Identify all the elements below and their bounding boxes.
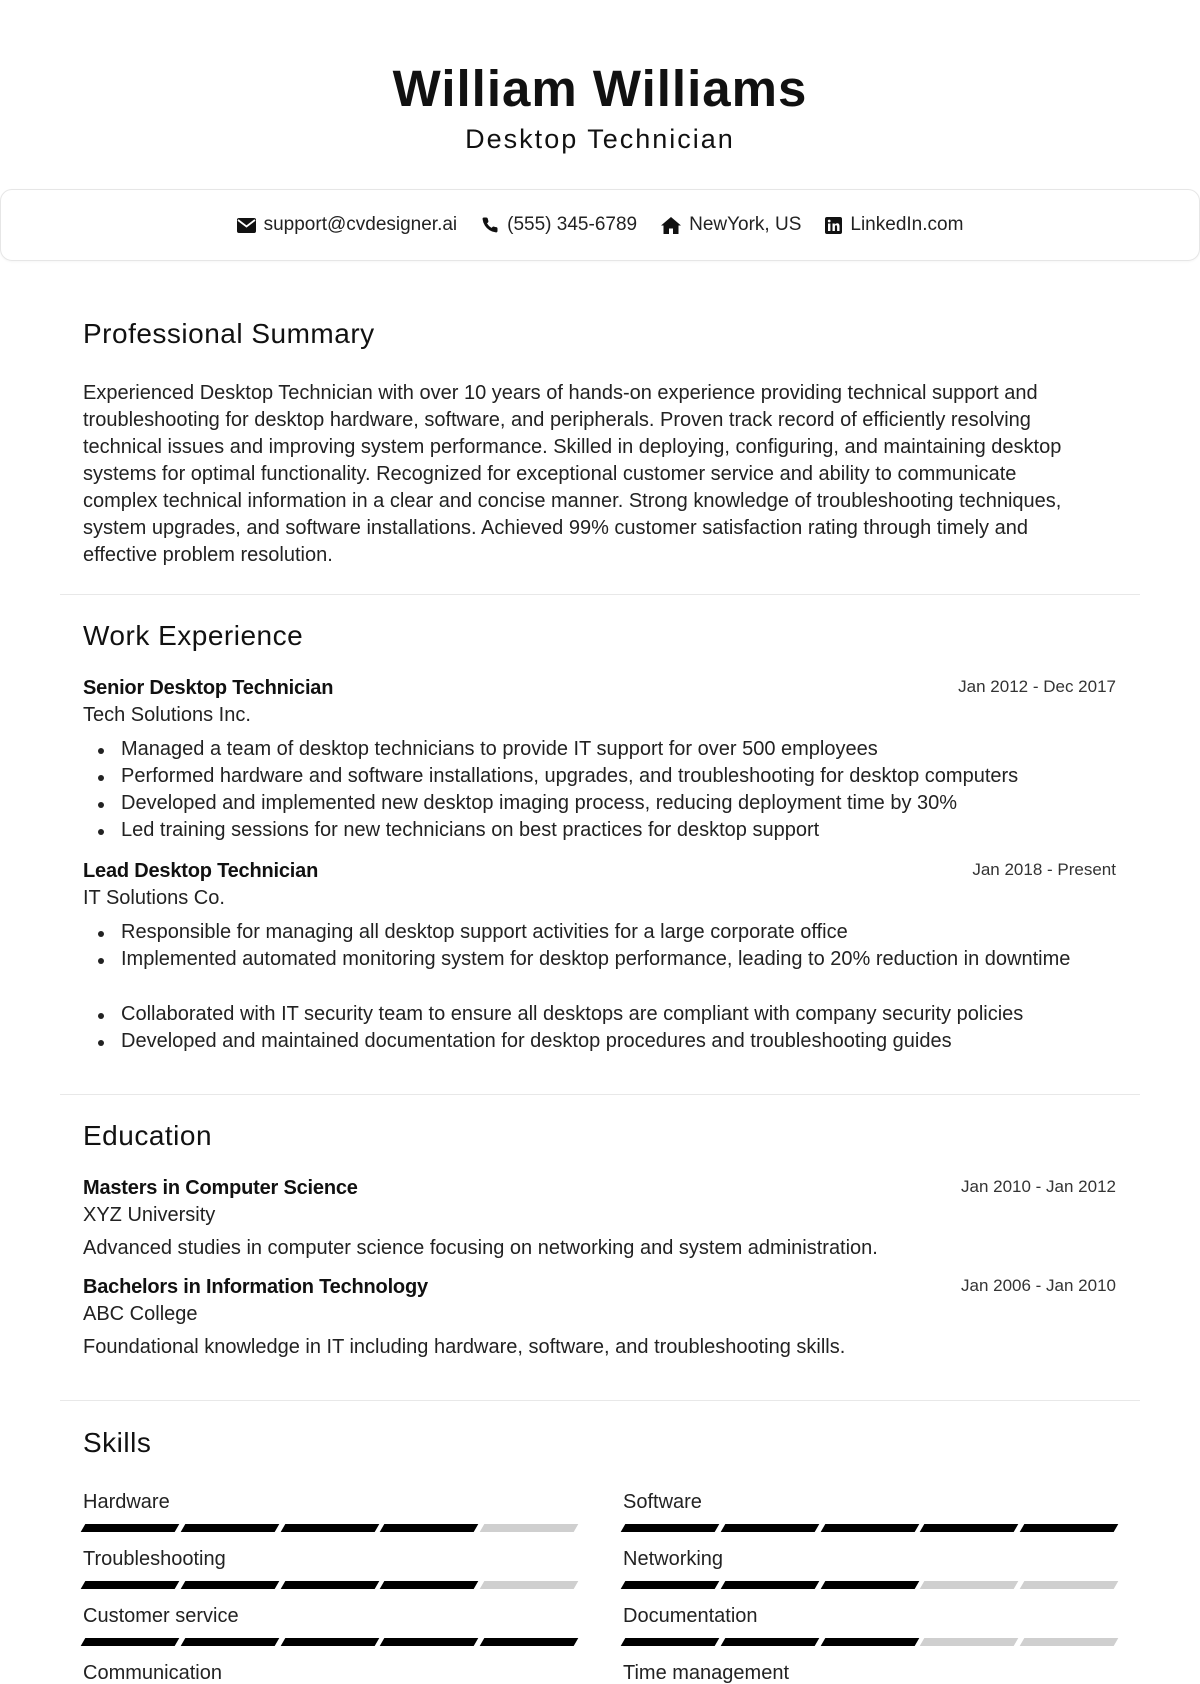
skill-level-filled (380, 1581, 478, 1589)
job-dates: Jan 2012 - Dec 2017 (958, 677, 1116, 696)
school-name: XYZ University (83, 1204, 216, 1226)
job-bullet: Responsible for managing all desktop support activities for a large corporate office (83, 919, 1116, 946)
job-dates: Jan 2018 - Present (972, 860, 1116, 879)
skill-item (623, 1662, 1116, 1684)
skill-level-bar (623, 1524, 1116, 1532)
skill-level-filled (280, 1524, 378, 1532)
summary-line: complex technical information in a clear and concise manner. Strong knowledge of troubleshooting techniques, (83, 490, 1062, 512)
job-bullet: Collaborated with IT security team to ensure all desktops are compliant with company security policies (83, 1001, 1116, 1028)
envelope-icon (237, 218, 256, 233)
summary-section (83, 318, 1116, 569)
home-icon (661, 217, 681, 234)
skill-name: Software (623, 1491, 702, 1513)
skill-level-filled (180, 1638, 278, 1646)
summary-line: Experienced Desktop Technician with over 10 years of hands-on experience providing technical support and (83, 382, 1038, 404)
job-bullet: Managed a team of desktop technicians to provide IT support for over 500 employees (83, 736, 1116, 763)
skill-item (83, 1662, 576, 1684)
skill-level-filled (180, 1581, 278, 1589)
job-company: IT Solutions Co. (83, 887, 225, 909)
contact-bar (0, 189, 1200, 261)
skill-level-filled (81, 1581, 179, 1589)
section-divider (60, 594, 1140, 595)
skill-level-bar (83, 1524, 576, 1532)
skill-level-filled (621, 1638, 719, 1646)
skill-name: Time management (623, 1662, 789, 1684)
skill-level-bar (83, 1638, 576, 1646)
school-name: ABC College (83, 1303, 198, 1325)
skill-level-filled (820, 1581, 918, 1589)
skill-name: Troubleshooting (83, 1548, 226, 1570)
contact-linkedin[interactable] (825, 214, 963, 236)
summary-line: system upgrades, and software installations. Achieved 99% customer satisfaction rating through timely and (83, 517, 1028, 539)
skill-item (83, 1491, 576, 1532)
contact-location-text: NewYork, US (689, 214, 802, 235)
job-title: Lead Desktop Technician (83, 860, 319, 882)
summary-line: troubleshooting for desktop hardware, software, and peripherals. Proven track record of efficiently resolving (83, 409, 1031, 431)
skill-item (83, 1548, 576, 1589)
skill-level-filled (180, 1524, 278, 1532)
skill-level-filled (820, 1638, 918, 1646)
job-bullet: Developed and maintained documentation for desktop procedures and troubleshooting guides (83, 1028, 1116, 1055)
skill-level-filled (81, 1524, 179, 1532)
linkedin-icon (825, 217, 842, 234)
job-bullet: Performed hardware and software installations, upgrades, and troubleshooting for desktop computers (83, 763, 1116, 790)
skill-level-empty (920, 1581, 1018, 1589)
skill-level-empty (1020, 1581, 1118, 1589)
phone-icon (481, 216, 499, 234)
education-description: Foundational knowledge in IT including hardware, software, and troubleshooting skills. (83, 1336, 846, 1358)
skill-name: Communication (83, 1662, 222, 1684)
skill-level-empty (480, 1524, 578, 1532)
skills-section (83, 1427, 1116, 1459)
skill-level-filled (720, 1581, 818, 1589)
education-description: Advanced studies in computer science focusing on networking and system administration. (83, 1237, 878, 1259)
resume-header (0, 0, 1200, 157)
skill-level-filled (720, 1524, 818, 1532)
skill-level-filled (621, 1524, 719, 1532)
job-entry (83, 860, 1116, 1055)
summary-line: systems for optimal functionality. Recognized for exceptional customer service and ability to communicate (83, 463, 1017, 485)
skill-level-bar (83, 1581, 576, 1589)
contact-phone[interactable] (481, 214, 637, 236)
skill-level-filled (280, 1581, 378, 1589)
degree-title: Bachelors in Information Technology (83, 1276, 428, 1298)
summary-line: effective problem resolution. (83, 544, 333, 566)
skill-item (623, 1548, 1116, 1589)
job-title: Senior Desktop Technician (83, 677, 334, 699)
skill-name: Networking (623, 1548, 724, 1570)
section-divider (60, 1400, 1140, 1401)
education-entry (83, 1177, 1116, 1260)
contact-location (661, 214, 801, 236)
skill-level-filled (380, 1638, 478, 1646)
skill-level-filled (1020, 1524, 1118, 1532)
job-bullet: Developed and implemented new desktop imaging process, reducing deployment time by 30% (83, 790, 1116, 817)
skill-level-empty (480, 1581, 578, 1589)
contact-phone-text: (555) 345-6789 (507, 214, 638, 235)
skill-level-filled (820, 1524, 918, 1532)
skill-level-bar (623, 1638, 1116, 1646)
skill-level-filled (621, 1581, 719, 1589)
job-bullet: Led training sessions for new technicians on best practices for desktop support (83, 817, 1116, 844)
skill-name: Customer service (83, 1605, 239, 1627)
contact-email-text: support@cvdesigner.ai (263, 214, 458, 235)
skill-name: Hardware (83, 1491, 170, 1513)
education-dates: Jan 2010 - Jan 2012 (960, 1177, 1116, 1196)
job-bullet: Implemented automated monitoring system for desktop performance, leading to 20% reduction in downtime (83, 946, 1116, 973)
skill-level-bar (623, 1581, 1116, 1589)
summary-heading: Professional Summary (83, 318, 375, 349)
job-bullets (83, 919, 1116, 1055)
skill-level-filled (380, 1524, 478, 1532)
degree-title: Masters in Computer Science (83, 1177, 358, 1199)
summary-line: technical issues and improving system performance. Skilled in deploying, configuring, and maintaining desktop (83, 436, 1062, 458)
skill-level-filled (81, 1638, 179, 1646)
skill-level-empty (1020, 1638, 1118, 1646)
skill-level-filled (920, 1524, 1018, 1532)
education-section (83, 1120, 1116, 1359)
skill-level-empty (920, 1638, 1018, 1646)
skill-name: Documentation (623, 1605, 758, 1627)
experience-heading: Work Experience (83, 620, 304, 651)
education-dates: Jan 2006 - Jan 2010 (960, 1276, 1116, 1295)
skill-level-filled (480, 1638, 578, 1646)
summary-text (83, 380, 1116, 569)
skills-heading: Skills (83, 1427, 152, 1458)
contact-linkedin-text: LinkedIn.com (850, 214, 964, 235)
skill-level-filled (720, 1638, 818, 1646)
candidate-name: William Williams (392, 60, 808, 117)
skill-item (623, 1491, 1116, 1532)
job-entry (83, 677, 1116, 844)
skill-level-filled (280, 1638, 378, 1646)
candidate-title: Desktop Technician (465, 124, 735, 154)
education-heading: Education (83, 1120, 213, 1151)
experience-section (83, 620, 1116, 1055)
skill-item (623, 1605, 1116, 1646)
education-entry (83, 1276, 1116, 1359)
job-company: Tech Solutions Inc. (83, 704, 251, 726)
job-bullets (83, 736, 1116, 844)
skill-item (83, 1605, 576, 1646)
section-divider (60, 1094, 1140, 1095)
contact-email[interactable] (237, 214, 458, 236)
